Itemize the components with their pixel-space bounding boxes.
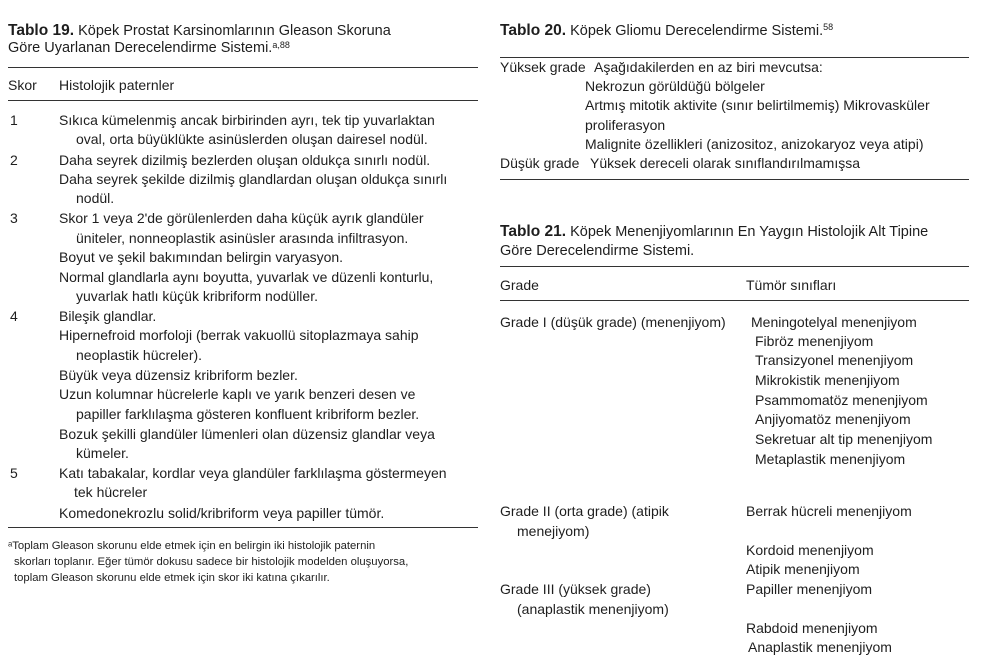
pattern-line: Bozuk şekilli glandüler lümenleri olan düzensiz glandlar veya bbox=[59, 426, 435, 442]
pattern-line: oval, orta büyüklükte asinüslerden oluşan dairesel nodül. bbox=[76, 131, 428, 147]
high-grade-label: Yüksek grade bbox=[500, 59, 586, 75]
table-20-label: Tablo 20. bbox=[500, 22, 567, 39]
pattern-line: Daha seyrek dizilmiş bezlerden oluşan oldukça sınırlı nodül. bbox=[59, 152, 431, 168]
score-cell: 1 bbox=[10, 112, 18, 128]
table-21-label: Tablo 21. bbox=[500, 223, 567, 240]
table-19-footnote-line: skorları toplanır. Eğer tümör dokusu sadece bir histolojik modelden oluşuyorsa, bbox=[14, 556, 409, 568]
pattern-line: Uzun kolumnar hücrelerle kaplı ve yarık benzeri desen ve bbox=[59, 386, 416, 402]
tumor-class: Fibröz menenjiyom bbox=[755, 333, 874, 349]
col-header-patterns: Histolojik paternler bbox=[59, 77, 175, 93]
pattern-line: neoplastik hücreler). bbox=[76, 347, 203, 363]
high-grade-line: Aşağıdakilerden en az biri mevcutsa: bbox=[594, 59, 823, 75]
pattern-line: yuvarlak hatlı küçük kribriform nodüller. bbox=[76, 288, 318, 304]
score-cell: 5 bbox=[10, 465, 18, 481]
grade-2-label: Grade II (orta grade) (atipik bbox=[500, 503, 669, 519]
col-header-grade: Grade bbox=[500, 277, 539, 293]
table-19-title-line2: Göre Uyarlanan Derecelendirme Sistemi.$^{a,88}$ bbox=[8, 40, 290, 56]
pattern-line: Normal glandlarla aynı boyutta, yuvarlak ve düzenli konturlu, bbox=[59, 269, 434, 285]
tumor-class: Anjiyomatöz menenjiyom bbox=[755, 411, 911, 427]
score-cell: 4 bbox=[10, 308, 18, 324]
col-header-score: Skor bbox=[8, 77, 37, 93]
pattern-line: Skor 1 veya 2'de görülenlerden daha küçük ayrık glandüler bbox=[59, 210, 424, 226]
tumor-class: Transizyonel menenjiyom bbox=[755, 352, 914, 368]
tumor-class: Kordoid menenjiyom bbox=[746, 542, 874, 558]
tumor-class: Metaplastik menenjiyom bbox=[755, 451, 906, 467]
table-19-bottom-rule bbox=[8, 527, 478, 528]
pattern-line: tek hücreler bbox=[74, 484, 148, 500]
tumor-class: Meningotelyal menenjiyom bbox=[751, 314, 917, 330]
high-grade-line: Nekrozun görüldüğü bölgeler bbox=[585, 78, 765, 94]
tumor-class: Psammomatöz menenjiyom bbox=[755, 392, 928, 408]
pattern-line: Büyük veya düzensiz kribriform bezler. bbox=[59, 367, 298, 383]
pattern-line: Daha seyrek şekilde dizilmiş glandlardan oluşan oldukça sınırlı bbox=[59, 171, 448, 187]
tumor-class: Rabdoid menenjiyom bbox=[746, 620, 878, 636]
pattern-line: nodül. bbox=[76, 190, 115, 206]
tumor-class: Anaplastik menenjiyom bbox=[748, 639, 892, 655]
score-cell: 2 bbox=[10, 152, 18, 168]
grade-3-label: Grade III (yüksek grade) bbox=[500, 581, 651, 597]
table-21-top-rule bbox=[500, 266, 969, 267]
pattern-line: Sıkıca kümelenmiş ancak birbirinden ayrı, tek tip yuvarlaktan bbox=[59, 112, 435, 128]
grade-3-label-line2: (anaplastik menenjiyom) bbox=[517, 601, 669, 617]
tumor-class: Sekretuar alt tip menenjiyom bbox=[755, 431, 933, 447]
score-cell: 3 bbox=[10, 210, 18, 226]
table-21-title-line2: Göre Derecelendirme Sistemi. bbox=[500, 243, 695, 259]
pattern-line: Komedonekrozlu solid/kribriform veya papiller tümör. bbox=[59, 505, 385, 521]
tumor-class: Mikrokistik menenjiyom bbox=[755, 372, 900, 388]
table-21-title: Tablo 21. Köpek Menenjiyomlarının En Yaygın Histolojik Alt Tipine bbox=[500, 223, 929, 240]
low-grade-text: Yüksek dereceli olarak sınıflandırılmamışsa bbox=[590, 155, 860, 171]
pattern-line: kümeler. bbox=[76, 445, 129, 461]
col-header-tumor: Tümör sınıfları bbox=[746, 277, 837, 293]
table-19-footnote-line: ᵃToplam Gleason skorunu elde etmek için en belirgin iki histolojik paternin bbox=[8, 540, 376, 552]
table-19-label: Tablo 19. bbox=[8, 22, 75, 39]
table-19-title: Tablo 19. Köpek Prostat Karsinomlarının Gleason Skoruna bbox=[8, 22, 391, 39]
grade-1-label: Grade I (düşük grade) (menenjiyom) bbox=[500, 314, 726, 330]
pattern-line: Boyut ve şekil bakımından belirgin varyasyon. bbox=[59, 249, 344, 265]
pattern-line: üniteler, nonneoplastik asinüsler arasında infiltrasyon. bbox=[76, 230, 409, 246]
high-grade-line: proliferasyon bbox=[585, 117, 666, 133]
table-20-title: Tablo 20. Köpek Gliomu Derecelendirme Sistemi.$^{58}$ bbox=[500, 22, 834, 39]
pattern-line: Hipernefroid morfoloji (berrak vakuollü sitoplazmaya sahip bbox=[59, 327, 419, 343]
tumor-class: Papiller menenjiyom bbox=[746, 581, 873, 597]
pattern-line: papiller farklılaşma gösteren konfluent kribriform bezler. bbox=[76, 406, 420, 422]
table-21-header-rule bbox=[500, 300, 969, 301]
pattern-line: Katı tabakalar, kordlar veya glandüler farklılaşma göstermeyen bbox=[59, 465, 447, 481]
table-19-header-rule bbox=[8, 100, 478, 101]
tumor-class: Berrak hücreli menenjiyom bbox=[746, 503, 912, 519]
pattern-line: Bileşik glandlar. bbox=[59, 308, 157, 324]
low-grade-label: Düşük grade bbox=[500, 155, 580, 171]
table-19-top-rule bbox=[8, 67, 478, 68]
high-grade-line: Artmış mitotik aktivite (sınır belirtilmemiş) Mikrovasküler bbox=[585, 97, 930, 113]
table-20-bottom-rule bbox=[500, 179, 969, 180]
table-19-footnote-line: toplam Gleason skorunu elde etmek için skor iki katına çıkarılır. bbox=[14, 572, 330, 584]
tumor-class: Atipik menenjiyom bbox=[746, 561, 860, 577]
grade-2-label-line2: menejiyom) bbox=[517, 523, 590, 539]
high-grade-line: Malignite özellikleri (anizositoz, anizokaryoz veya atipi) bbox=[585, 136, 924, 152]
